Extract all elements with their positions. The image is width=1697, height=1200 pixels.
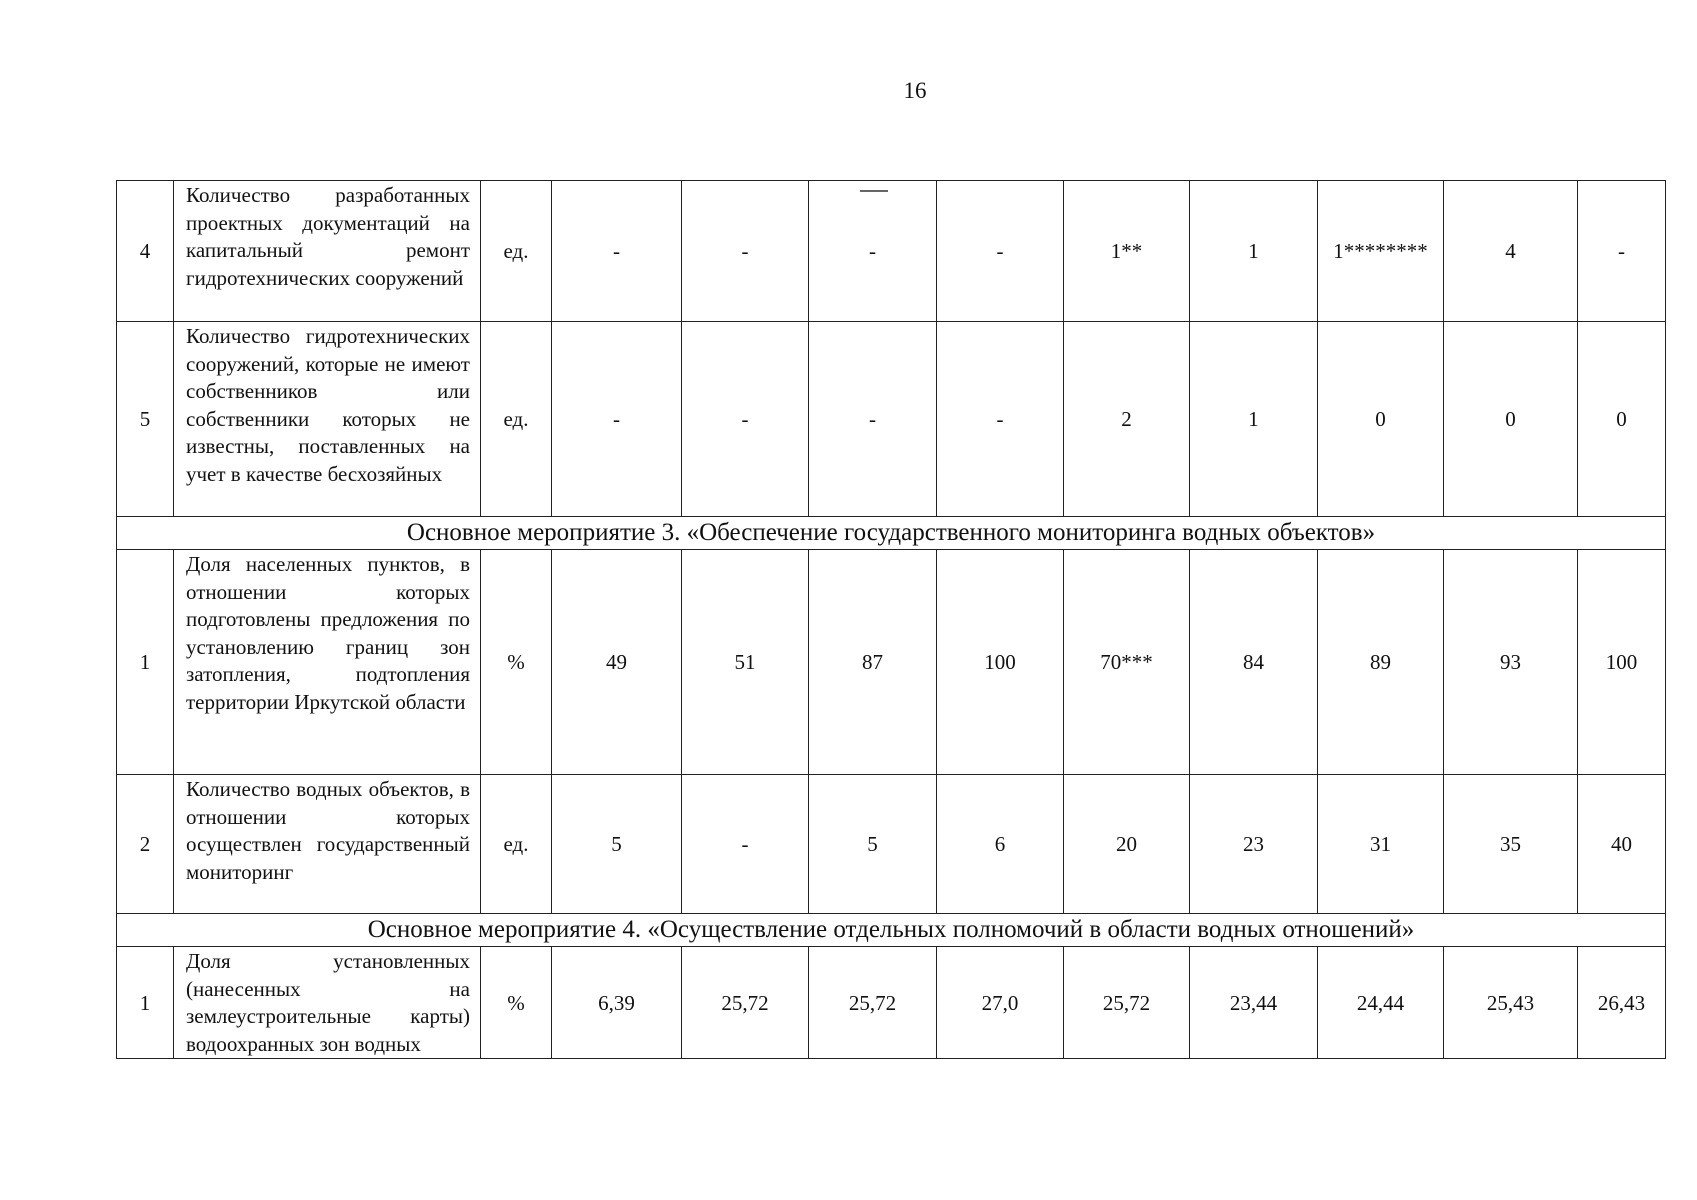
value-cell: 51 [682, 550, 809, 775]
indicator-description: Количество разработанных проектных документаций на капитальный ремонт гидротехнических сооружений [174, 181, 481, 322]
value-cell: 2 [1064, 322, 1190, 517]
value-cell: - [682, 181, 809, 322]
row-number: 1 [117, 550, 174, 775]
value-cell: 0 [1318, 322, 1444, 517]
value-cell: 23,44 [1190, 947, 1318, 1059]
value-cell: 5 [809, 775, 937, 914]
value-cell: 6 [937, 775, 1064, 914]
section-4-title: Основное мероприятие 4. «Осуществление отдельных полномочий в области водных отношений» [117, 914, 1666, 947]
section-3-title: Основное мероприятие 3. «Обеспечение государственного мониторинга водных объектов» [117, 517, 1666, 550]
value-cell: 0 [1444, 322, 1578, 517]
value-cell: - [682, 775, 809, 914]
value-cell: 100 [937, 550, 1064, 775]
unit-cell: ед. [481, 322, 552, 517]
value-cell: 0 [1578, 322, 1666, 517]
value-cell: 93 [1444, 550, 1578, 775]
value-cell: - [809, 322, 937, 517]
row-number: 2 [117, 775, 174, 914]
value-cell: 24,44 [1318, 947, 1444, 1059]
value-cell: 1 [1190, 181, 1318, 322]
value-cell: - [552, 322, 682, 517]
section-header-row [117, 914, 1666, 947]
value-cell: 27,0 [937, 947, 1064, 1059]
unit-cell: ед. [481, 181, 552, 322]
section-header-row [117, 517, 1666, 550]
value-cell: 40 [1578, 775, 1666, 914]
value-cell: - [809, 181, 937, 322]
table-row [117, 775, 1666, 914]
indicators-table [116, 180, 1666, 1059]
value-cell: - [1578, 181, 1666, 322]
unit-cell: % [481, 947, 552, 1059]
value-cell: 1** [1064, 181, 1190, 322]
value-cell: 25,72 [809, 947, 937, 1059]
value-cell: 25,43 [1444, 947, 1578, 1059]
value-cell: 84 [1190, 550, 1318, 775]
table-row [117, 181, 1666, 322]
value-cell: 23 [1190, 775, 1318, 914]
value-cell: 26,43 [1578, 947, 1666, 1059]
value-cell: 25,72 [682, 947, 809, 1059]
value-cell: 25,72 [1064, 947, 1190, 1059]
value-cell: 70*** [1064, 550, 1190, 775]
value-cell: - [552, 181, 682, 322]
value-cell: 49 [552, 550, 682, 775]
table-row [117, 947, 1666, 1059]
table-row [117, 550, 1666, 775]
table-row [117, 322, 1666, 517]
value-cell: 35 [1444, 775, 1578, 914]
indicator-description: Доля установленных (нанесенных на землеустроительные карты) водоохранных зон водных [174, 947, 481, 1059]
value-cell: 87 [809, 550, 937, 775]
value-cell: - [937, 181, 1064, 322]
row-number: 4 [117, 181, 174, 322]
value-cell: 89 [1318, 550, 1444, 775]
row-number: 1 [117, 947, 174, 1059]
value-cell: - [682, 322, 809, 517]
unit-cell: % [481, 550, 552, 775]
value-cell: 6,39 [552, 947, 682, 1059]
indicator-description: Количество гидротехнических сооружений, которые не имеют собственников или собственники которых не известны, поставленных на учет в качестве бесхозяйных [174, 322, 481, 517]
row-number: 5 [117, 322, 174, 517]
value-cell: 31 [1318, 775, 1444, 914]
page-number: 16 [903, 78, 927, 103]
value-cell: 100 [1578, 550, 1666, 775]
indicator-description: Доля населенных пунктов, в отношении которых подготовлены предложения по установлению границ зон затопления, подтопления территории Иркутской области [174, 550, 481, 775]
value-cell: - [937, 322, 1064, 517]
value-cell: 4 [1444, 181, 1578, 322]
indicator-description: Количество водных объектов, в отношении которых осуществлен государственный мониторинг [174, 775, 481, 914]
value-cell: 1 [1190, 322, 1318, 517]
value-cell: 1******** [1318, 181, 1444, 322]
value-cell: 5 [552, 775, 682, 914]
unit-cell: ед. [481, 775, 552, 914]
value-cell: 20 [1064, 775, 1190, 914]
